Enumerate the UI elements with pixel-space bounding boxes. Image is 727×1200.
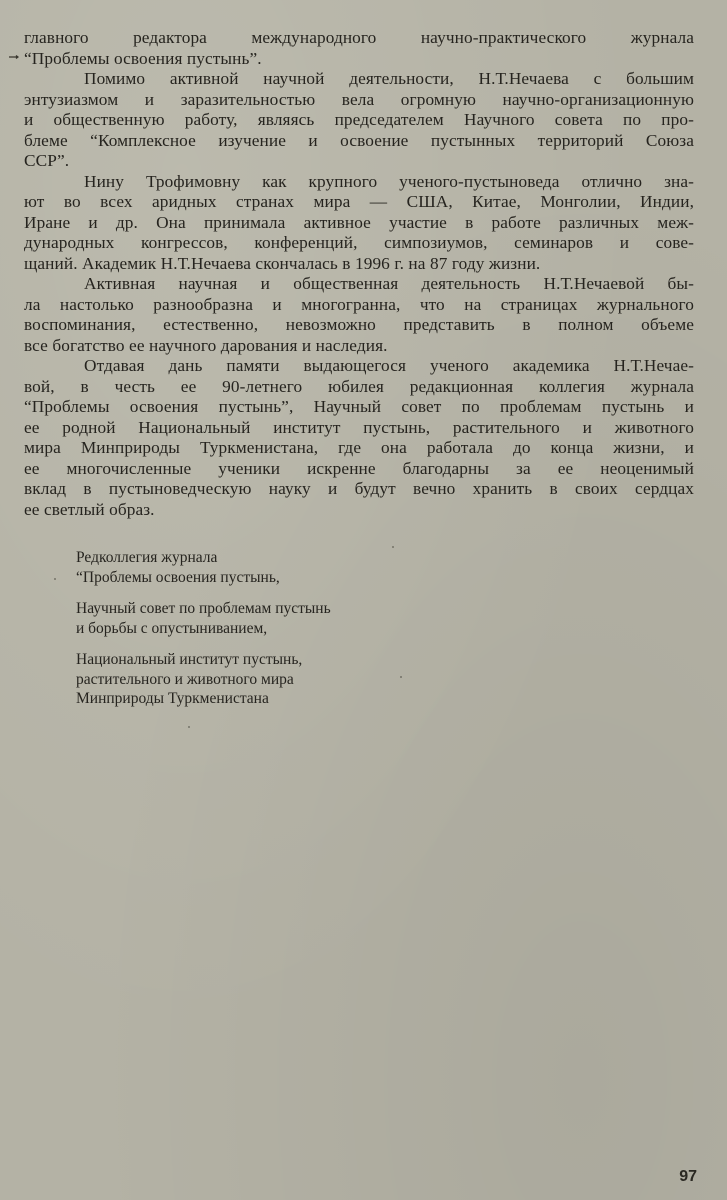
paragraph: [24, 172, 694, 275]
text-line: Иране и др. Она принимала активное участие в работе различных меж-: [24, 212, 694, 232]
signature-line: Минприроды Туркменистана: [76, 690, 269, 707]
text-line: щаний. Академик Н.Т.Нечаева скончалась в 1996 г. на 87 году жизни.: [24, 253, 541, 273]
signature-national-institute: [76, 650, 456, 709]
text-line: и общественную работу, являясь председателем Научного совета по про-: [24, 110, 694, 129]
text-line: главного редактора международного научно-практического журнала: [24, 28, 694, 47]
print-speck: [188, 726, 190, 728]
text-line: ССР”.: [24, 151, 70, 170]
paragraph: [24, 274, 694, 356]
paragraph: [24, 28, 694, 69]
signature-line: растительного и животного мира: [76, 670, 294, 688]
paragraph: [24, 69, 694, 172]
text-line: вой, в честь ее 90-летнего юбилея редакционная коллегия журнала: [24, 376, 694, 396]
text-line: мира Минприроды Туркменистана, где она работала до конца жизни, и: [24, 438, 694, 457]
signature-line: Национальный институт пустынь,: [76, 651, 303, 668]
text-line: Активная научная и общественная деятельность Н.Т.Нечаевой бы-: [84, 274, 694, 293]
signature-line: Редколлегия журнала: [76, 549, 218, 566]
paragraph: [24, 356, 694, 520]
signature-line: Научный совет по проблемам пустынь: [76, 600, 331, 617]
text-line: “Проблемы освоения пустынь”.: [24, 48, 262, 68]
margin-pencil-mark: [8, 55, 20, 59]
text-line: Отдавая дань памяти выдающегося ученого академика Н.Т.Нечае-: [84, 356, 694, 375]
text-line: дународных конгрессов, конференций, симпозиумов, семинаров и сове-: [24, 233, 694, 252]
signature-blocks: [76, 548, 456, 721]
text-line: ют во всех аридных странах мира — США, Китае, Монголии, Индии,: [24, 192, 694, 211]
text-line: ла настолько разнообразна и многогранна, что на страницах журнального: [24, 294, 694, 314]
text-line: вклад в пустыноведческую науку и будут вечно хранить в своих сердцах: [24, 479, 694, 498]
signature-line: и борьбы с опустыниванием,: [76, 619, 268, 637]
text-line: ее родной Национальный институт пустынь, растительного и животного: [24, 417, 694, 437]
text-line: энтузиазмом и заразительностью вела огромную научно-организационную: [24, 89, 694, 109]
page-number: 97: [679, 1168, 697, 1185]
text-line: “Проблемы освоения пустынь”, Научный совет по проблемам пустынь и: [24, 397, 694, 416]
article-body: [24, 28, 694, 520]
print-speck: [400, 676, 402, 678]
text-line: воспоминания, естественно, невозможно представить в полном объеме: [24, 315, 694, 334]
text-line: ее многочисленные ученики искренне благодарны за ее неоценимый: [24, 458, 694, 478]
text-line: Помимо активной научной деятельности, Н.Т.Нечаева с большим: [84, 69, 694, 88]
print-speck: [54, 578, 56, 580]
print-speck: [392, 546, 394, 548]
signature-line: “Проблемы освоения пустынь,: [76, 568, 280, 586]
signature-scientific-council: [76, 599, 456, 638]
text-line: Нину Трофимовну как крупного ученого-пустыноведа отлично зна-: [84, 171, 694, 191]
text-line: блеме “Комплексное изучение и освоение пустынных территорий Союза: [24, 130, 694, 150]
text-line: ее светлый образ.: [24, 499, 155, 519]
signature-editorial-board: [76, 548, 456, 587]
text-line: все богатство ее научного дарования и наследия.: [24, 335, 388, 355]
